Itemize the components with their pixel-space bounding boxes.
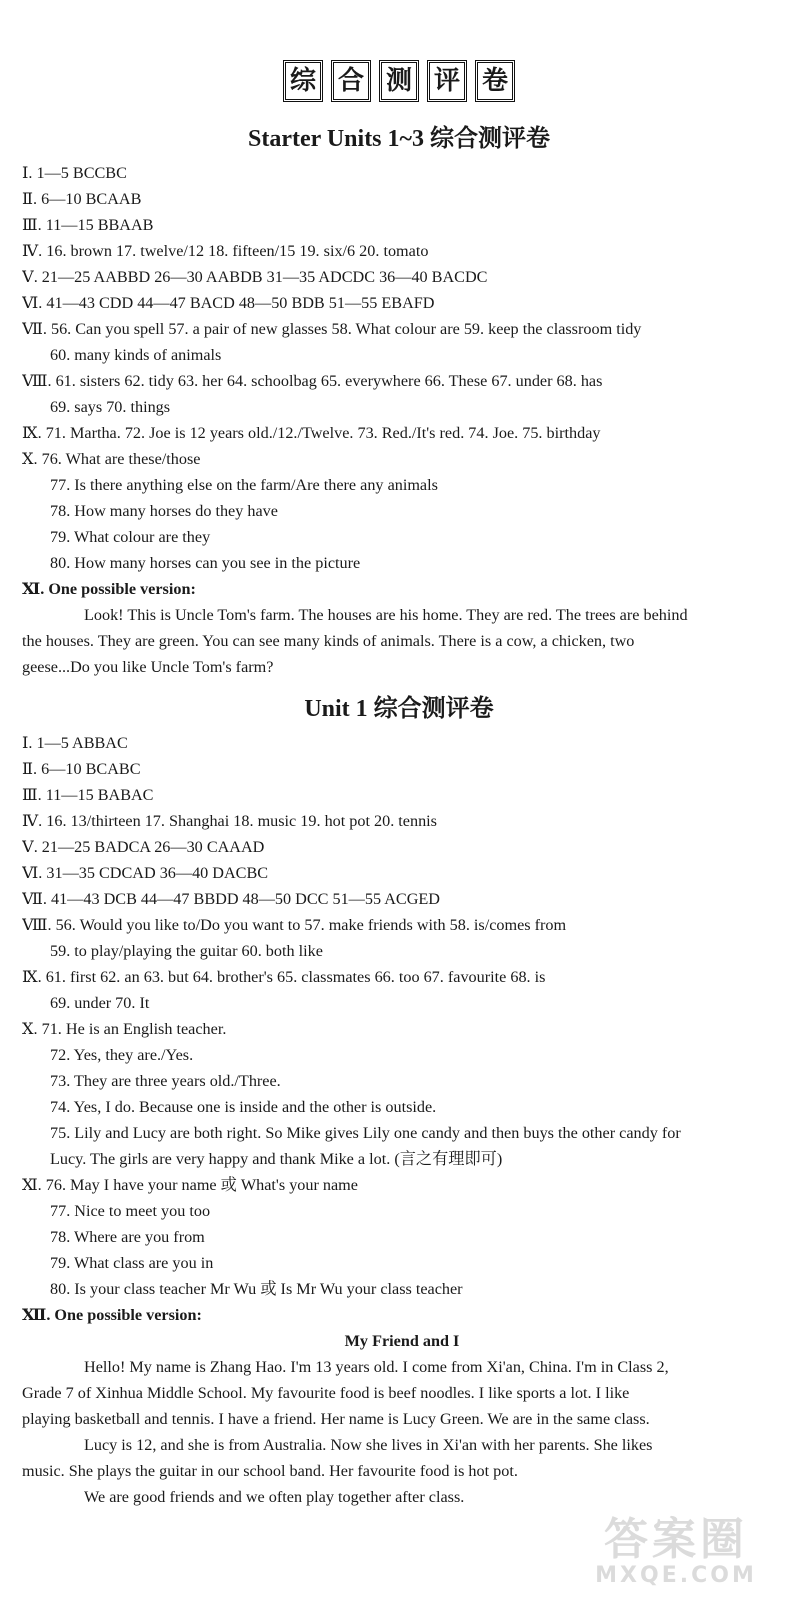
- title-char: 评: [427, 60, 467, 102]
- answer-line: Ⅴ. 21—25 BADCA 26—30 CAAAD: [22, 838, 265, 856]
- watermark-bottom: MXQE.COM: [595, 1563, 757, 1588]
- answer-line: 77. Is there anything else on the farm/Are there any animals: [50, 476, 438, 494]
- title-char: 合: [331, 60, 371, 102]
- answer-line: 69. under 70. It: [50, 994, 150, 1012]
- answer-line: Ⅶ. 56. Can you spell 57. a pair of new glasses 58. What colour are 59. keep the classroom tidy: [22, 320, 642, 338]
- essay-title: My Friend and I: [344, 1332, 460, 1350]
- essay-line: geese...Do you like Uncle Tom's farm?: [22, 658, 274, 676]
- answer-line: Ⅲ. 11—15 BABAC: [22, 786, 154, 804]
- section-title-starter: Starter Units 1~3 综合测评卷: [247, 126, 550, 152]
- title-char: 测: [379, 60, 419, 102]
- essay-line: Grade 7 of Xinhua Middle School. My favourite food is beef noodles. I like sports a lot. I like: [22, 1384, 630, 1402]
- answer-line: Ⅻ. One possible version:: [22, 1306, 202, 1324]
- answer-line: Ⅺ. One possible version:: [22, 580, 196, 598]
- answer-line: 78. Where are you from: [50, 1228, 205, 1246]
- section-title-unit1: Unit 1 综合测评卷: [304, 696, 494, 722]
- answer-line: 73. They are three years old./Three.: [50, 1072, 281, 1090]
- answer-line: Ⅱ. 6—10 BCABC: [22, 760, 141, 778]
- answer-line: 59. to play/playing the guitar 60. both like: [50, 942, 323, 960]
- answer-line: Ⅷ. 61. sisters 62. tidy 63. her 64. schoolbag 65. everywhere 66. These 67. under 68. has: [22, 372, 603, 390]
- answer-line: 80. How many horses can you see in the picture: [50, 554, 361, 572]
- answer-line: 60. many kinds of animals: [50, 346, 222, 364]
- answer-line: 77. Nice to meet you too: [50, 1202, 211, 1220]
- essay-line: Hello! My name is Zhang Hao. I'm 13 years old. I come from Xi'an, China. I'm in Class 2,: [84, 1358, 669, 1376]
- boxed-title: [283, 60, 515, 102]
- answer-line: Ⅸ. 61. first 62. an 63. but 64. brother's 65. classmates 66. too 67. favourite 68. is: [22, 968, 546, 986]
- answer-line: Ⅵ. 41—43 CDD 44—47 BACD 48—50 BDB 51—55 EBAFD: [22, 294, 435, 312]
- answer-line: Ⅲ. 11—15 BBAAB: [22, 216, 154, 234]
- answer-line: Ⅹ. 76. What are these/those: [22, 450, 201, 468]
- title-char: 卷: [475, 60, 515, 102]
- answer-line: 74. Yes, I do. Because one is inside and the other is outside.: [50, 1098, 437, 1116]
- answer-line: 80. Is your class teacher Mr Wu 或 Is Mr Wu your class teacher: [50, 1280, 463, 1298]
- answer-line: Ⅹ. 71. He is an English teacher.: [22, 1020, 227, 1038]
- answer-line: Ⅰ. 1—5 BCCBC: [22, 164, 127, 182]
- essay-line: the houses. They are green. You can see many kinds of animals. There is a cow, a chicken, two: [22, 632, 635, 650]
- answer-line: Ⅰ. 1—5 ABBAC: [22, 734, 128, 752]
- title-char: 综: [283, 60, 323, 102]
- answer-line: 79. What class are you in: [50, 1254, 214, 1272]
- page-header: [0, 60, 798, 102]
- answer-line: Ⅳ. 16. 13/thirteen 17. Shanghai 18. music 19. hot pot 20. tennis: [22, 812, 437, 830]
- answer-line: Ⅺ. 76. May I have your name 或 What's your name: [22, 1176, 358, 1194]
- answer-line: Ⅳ. 16. brown 17. twelve/12 18. fifteen/15 19. six/6 20. tomato: [22, 242, 429, 260]
- answer-line: 78. How many horses do they have: [50, 502, 278, 520]
- answer-line: 79. What colour are they: [50, 528, 211, 546]
- answer-line: Ⅸ. 71. Martha. 72. Joe is 12 years old./12./Twelve. 73. Red./It's red. 74. Joe. 75. birthday: [22, 424, 601, 442]
- answer-line: Ⅱ. 6—10 BCAAB: [22, 190, 142, 208]
- answer-line: Ⅶ. 41—43 DCB 44—47 BBDD 48—50 DCC 51—55 ACGED: [22, 890, 440, 908]
- essay-line: Lucy is 12, and she is from Australia. Now she lives in Xi'an with her parents. She likes: [84, 1436, 653, 1454]
- section-unit1-answers: [22, 730, 782, 1510]
- answer-line: Ⅵ. 31—35 CDCAD 36—40 DACBC: [22, 864, 269, 882]
- essay-line: music. She plays the guitar in our school band. Her favourite food is hot pot.: [22, 1462, 518, 1480]
- answer-line: Ⅷ. 56. Would you like to/Do you want to 57. make friends with 58. is/comes from: [22, 916, 567, 934]
- answer-line: 72. Yes, they are./Yes.: [50, 1046, 194, 1064]
- watermark-top: 答案圈: [604, 1514, 748, 1565]
- essay-line: Look! This is Uncle Tom's farm. The houses are his home. They are red. The trees are behind: [84, 606, 688, 624]
- answer-line: 75. Lily and Lucy are both right. So Mike gives Lily one candy and then buys the other candy for: [50, 1124, 681, 1142]
- answer-line: 69. says 70. things: [50, 398, 171, 416]
- watermark-logo: [576, 1516, 776, 1590]
- essay-line: We are good friends and we often play together after class.: [84, 1488, 465, 1506]
- answer-line: Lucy. The girls are very happy and thank Mike a lot. (言之有理即可): [50, 1150, 503, 1168]
- essay-line: playing basketball and tennis. I have a friend. Her name is Lucy Green. We are in the same class.: [22, 1410, 650, 1428]
- answer-line: Ⅴ. 21—25 AABBD 26—30 AABDB 31—35 ADCDC 36—40 BACDC: [22, 268, 488, 286]
- section-starter-answers: [22, 160, 782, 680]
